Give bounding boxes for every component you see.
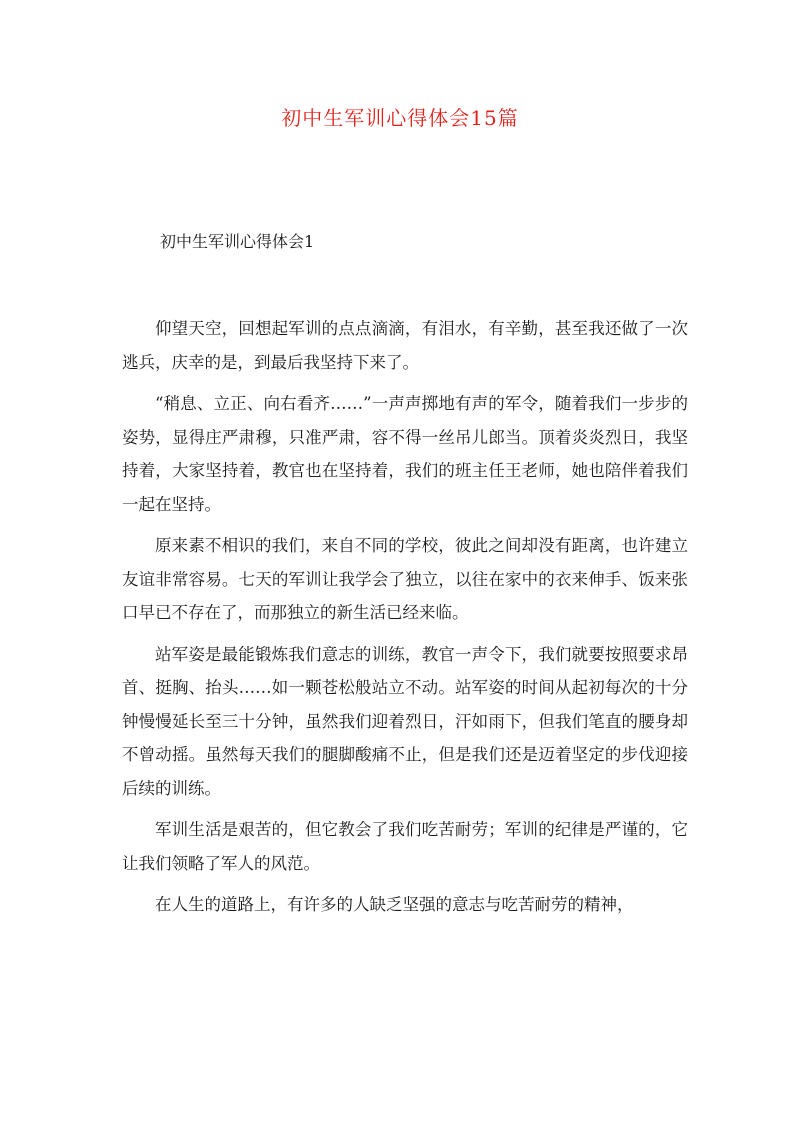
section-heading: 初中生军训心得体会1: [160, 232, 315, 251]
paragraph: 原来素不相识的我们，来自不同的学校，彼此之间却没有距离，也许建立友谊非常容易。七天的军训让我学会了独立，以往在家中的衣来伸手、饭来张口早已不存在了，而那独立的新生活已经来临。: [122, 536, 688, 622]
document-body: [122, 312, 688, 930]
document-title: 初中生军训心得体会15篇: [281, 106, 519, 130]
paragraph: 站军姿是最能锻炼我们意志的训练，教官一声令下，我们就要按照要求昂首、挺胸、抬头……如一颗苍松般站立不动。站军姿的时间从起初每次的十分钟慢慢延长至三十分钟，虽然我们迎着烈日，汗如雨下，但我们笔直的腰身却不曾动摇。虽然每天我们的腿脚酸痛不止，但是我们还是迈着坚定的步伐迎接后续的训练。: [122, 644, 688, 798]
paragraph: 军训生活是艰苦的，但它教会了我们吃苦耐劳；军训的纪律是严谨的，它让我们领略了军人的风范。: [122, 820, 688, 873]
paragraph: “稍息、立正、向右看齐……”一声声掷地有声的军令，随着我们一步步的姿势，显得庄严肃穆，只准严肃，容不得一丝吊儿郎当。顶着炎炎烈日，我坚持着，大家坚持着，教官也在坚持着，我们的班主任王老师，她也陪伴着我们一起在坚持。: [122, 394, 688, 514]
paragraph: 仰望天空，回想起军训的点点滴滴，有泪水，有辛勤，甚至我还做了一次逃兵，庆幸的是，到最后我坚持下来了。: [122, 319, 688, 372]
paragraph: 在人生的道路上，有许多的人缺乏坚强的意志与吃苦耐劳的精神，: [155, 895, 634, 914]
